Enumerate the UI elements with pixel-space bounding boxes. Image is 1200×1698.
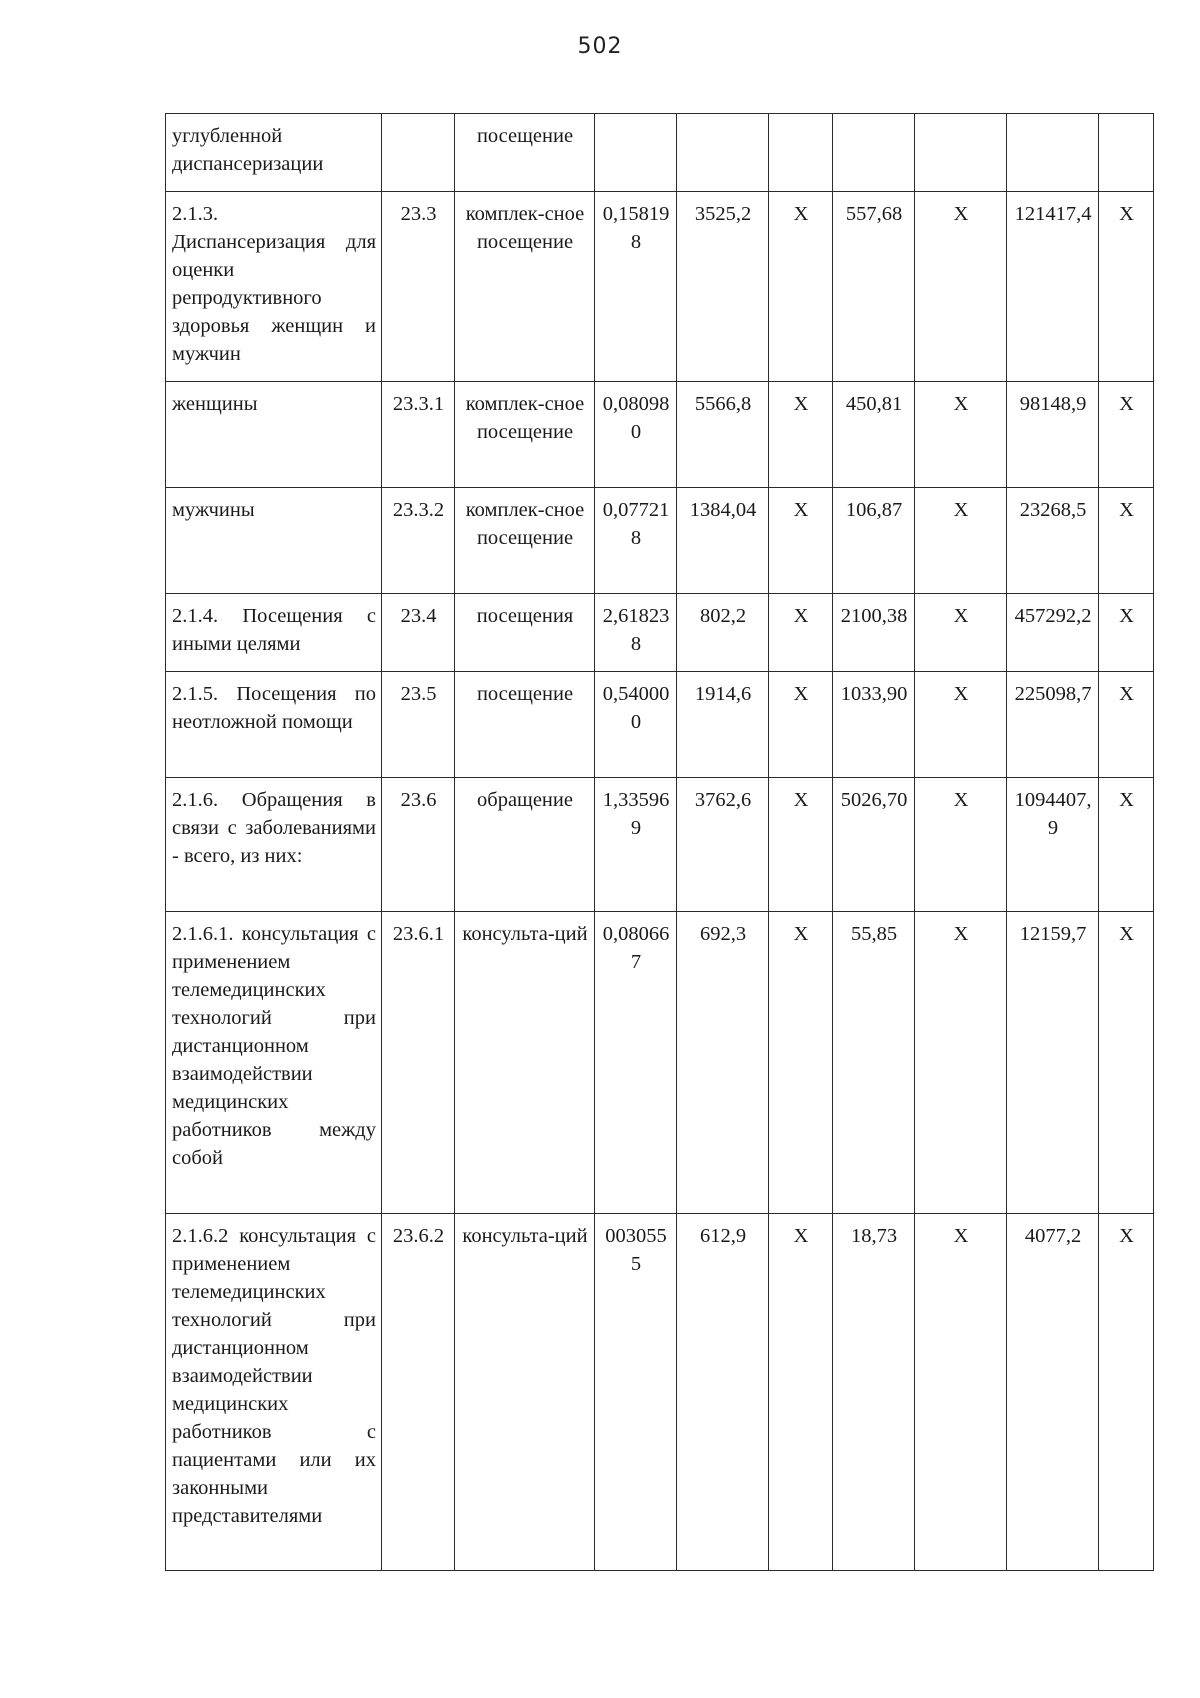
cell-value-2: 802,2 xyxy=(677,594,769,672)
cell-value-6: 98148,9 xyxy=(1007,382,1099,488)
cell-code: 23.3.2 xyxy=(382,488,455,594)
cell-value-4: 450,81 xyxy=(833,382,915,488)
cell-name: 2.1.6.2 консультация с применением телемедицинских технологий при дистанционном взаимодействии медицинских работников с пациентами или их законными представителями xyxy=(166,1214,382,1571)
cell-code: 23.3 xyxy=(382,192,455,382)
cell-value-6: 121417,4 xyxy=(1007,192,1099,382)
cell-name: мужчины xyxy=(166,488,382,594)
cell-value-4: 5026,70 xyxy=(833,778,915,912)
cell-value-6: 225098,7 xyxy=(1007,672,1099,778)
cell-value-7: Х xyxy=(1099,1214,1154,1571)
cell-value-5: Х xyxy=(915,672,1007,778)
cell-unit: консульта-ций xyxy=(455,1214,595,1571)
cell-value-5: Х xyxy=(915,594,1007,672)
cell-value-4: 106,87 xyxy=(833,488,915,594)
cell-unit: комплек-сное посещение xyxy=(455,488,595,594)
cell-name: 2.1.6. Обращения в связи с заболеваниями - всего, из них: xyxy=(166,778,382,912)
cell-name: 2.1.6.1. консультация с применением телемедицинских технологий при дистанционном взаимодействии медицинских работников между собой xyxy=(166,912,382,1214)
cell-value-2: 1914,6 xyxy=(677,672,769,778)
table-row xyxy=(166,192,1154,382)
cell-unit: комплек-сное посещение xyxy=(455,382,595,488)
cell-value-1: 0,080667 xyxy=(595,912,677,1214)
cell-unit: обращение xyxy=(455,778,595,912)
cell-value-4: 18,73 xyxy=(833,1214,915,1571)
cell-value-6: 12159,7 xyxy=(1007,912,1099,1214)
cell-code: 23.3.1 xyxy=(382,382,455,488)
cell-value-1: 0,158198 xyxy=(595,192,677,382)
cell-value-7: Х xyxy=(1099,672,1154,778)
cell-value-7: Х xyxy=(1099,912,1154,1214)
cell-value-1 xyxy=(595,114,677,192)
cell-value-6: 4077,2 xyxy=(1007,1214,1099,1571)
table-body xyxy=(166,114,1154,1571)
table-row xyxy=(166,488,1154,594)
cell-value-2: 1384,04 xyxy=(677,488,769,594)
cell-value-7: Х xyxy=(1099,778,1154,912)
cell-unit: посещения xyxy=(455,594,595,672)
cell-value-1: 0,077218 xyxy=(595,488,677,594)
cell-name: углубленной диспансеризации xyxy=(166,114,382,192)
cell-code xyxy=(382,114,455,192)
cell-value-4: 1033,90 xyxy=(833,672,915,778)
cell-value-5: Х xyxy=(915,192,1007,382)
cell-value-2 xyxy=(677,114,769,192)
cell-unit: посещение xyxy=(455,672,595,778)
cell-value-1: 0030555 xyxy=(595,1214,677,1571)
cell-value-5: Х xyxy=(915,382,1007,488)
cell-value-7: Х xyxy=(1099,488,1154,594)
cell-unit: посещение xyxy=(455,114,595,192)
cell-value-1: 0,540000 xyxy=(595,672,677,778)
page-number: 502 xyxy=(577,34,623,59)
cell-value-3: Х xyxy=(769,488,833,594)
cell-value-6: 23268,5 xyxy=(1007,488,1099,594)
cell-value-5: Х xyxy=(915,912,1007,1214)
cell-value-1: 1,335969 xyxy=(595,778,677,912)
cell-value-3 xyxy=(769,114,833,192)
cell-value-6 xyxy=(1007,114,1099,192)
cell-value-1: 0,080980 xyxy=(595,382,677,488)
cell-value-4: 557,68 xyxy=(833,192,915,382)
cell-code: 23.6.1 xyxy=(382,912,455,1214)
cell-value-4: 2100,38 xyxy=(833,594,915,672)
cell-unit: консульта-ций xyxy=(455,912,595,1214)
cell-value-3: Х xyxy=(769,382,833,488)
cell-value-3: Х xyxy=(769,594,833,672)
cell-code: 23.6.2 xyxy=(382,1214,455,1571)
cell-value-2: 612,9 xyxy=(677,1214,769,1571)
cell-name: 2.1.3. Диспансеризация для оценки репродуктивного здоровья женщин и мужчин xyxy=(166,192,382,382)
cell-value-6: 1094407,9 xyxy=(1007,778,1099,912)
cell-value-3: Х xyxy=(769,192,833,382)
cell-value-3: Х xyxy=(769,912,833,1214)
cell-value-7: Х xyxy=(1099,382,1154,488)
table-row xyxy=(166,672,1154,778)
cell-code: 23.4 xyxy=(382,594,455,672)
table-row xyxy=(166,912,1154,1214)
cell-name: 2.1.4. Посещения с иными целями xyxy=(166,594,382,672)
cell-value-2: 5566,8 xyxy=(677,382,769,488)
cell-value-7: Х xyxy=(1099,594,1154,672)
cell-value-2: 3525,2 xyxy=(677,192,769,382)
cell-name: женщины xyxy=(166,382,382,488)
cell-value-1: 2,618238 xyxy=(595,594,677,672)
data-table xyxy=(165,113,1154,1571)
cell-value-2: 3762,6 xyxy=(677,778,769,912)
table-row xyxy=(166,778,1154,912)
cell-value-3: Х xyxy=(769,1214,833,1571)
cell-unit: комплек-сное посещение xyxy=(455,192,595,382)
cell-value-6: 457292,2 xyxy=(1007,594,1099,672)
table-row xyxy=(166,382,1154,488)
cell-value-3: Х xyxy=(769,672,833,778)
cell-value-5 xyxy=(915,114,1007,192)
cell-name: 2.1.5. Посещения по неотложной помощи xyxy=(166,672,382,778)
cell-value-5: Х xyxy=(915,1214,1007,1571)
cell-code: 23.6 xyxy=(382,778,455,912)
cell-value-5: Х xyxy=(915,778,1007,912)
cell-value-7: Х xyxy=(1099,192,1154,382)
table-row xyxy=(166,594,1154,672)
cell-value-4: 55,85 xyxy=(833,912,915,1214)
cell-value-3: Х xyxy=(769,778,833,912)
table-row xyxy=(166,1214,1154,1571)
cell-code: 23.5 xyxy=(382,672,455,778)
cell-value-7 xyxy=(1099,114,1154,192)
cell-value-2: 692,3 xyxy=(677,912,769,1214)
cell-value-4 xyxy=(833,114,915,192)
cell-value-5: Х xyxy=(915,488,1007,594)
table-row xyxy=(166,114,1154,192)
